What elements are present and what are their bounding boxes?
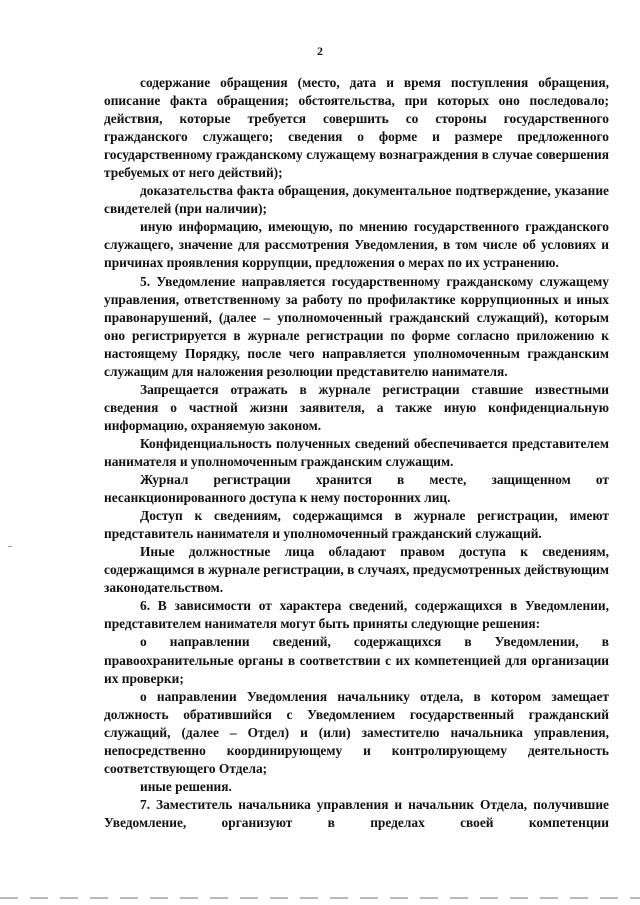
paragraph-prohibition: Запрещается отражать в журнале регистрации ставшие известными сведения о частной жизни заявителя, а также иную конфиденциальную информацию, охраняемую законом. (104, 381, 609, 433)
paragraph-decision-department: о направлении Уведомления начальнику отдела, в котором замещает должность обратившийся с Уведомлением государственный гражданский служащий, (далее – Отдел) и (или) заместителю начальника управления, непосредственно координирующему и контролирующему деятельность соответствующего Отдела; (104, 688, 609, 776)
paragraph-other-info: иную информацию, имеющую, по мнению государственного гражданского служащего, значение для рассмотрения Уведомления, в том числе об условиях и причинах проявления коррупции, предложения о мерах по их устранению. (104, 219, 609, 271)
paragraph-decision-other: иные решения. (140, 778, 232, 794)
scan-footer-line (0, 897, 640, 899)
paragraph-clause-7: 7. Заместитель начальника управления и начальник Отдела, получившие Уведомление, организуют в пределах своей компетенции (104, 796, 609, 830)
paragraph-confidentiality: Конфиденциальность полученных сведений обеспечивается представителем нанимателя и уполномоченным гражданским служащим. (104, 435, 609, 469)
paragraph-clause-6: 6. В зависимости от характера сведений, содержащихся в Уведомлении, представителем нанимателя могут быть приняты следующие решения: (104, 598, 609, 632)
paragraph-evidence: доказательства факта обращения, документальное подтверждение, указание свидетелей (при наличии); (104, 183, 609, 217)
scan-margin-mark (8, 546, 12, 547)
document-body (104, 74, 609, 832)
page-number: 2 (317, 44, 323, 58)
paragraph-clause-5: 5. Уведомление направляется государственному гражданскому служащему управления, ответственному за работу по профилактике коррупционных и иных правонарушений, (далее – уполномоченный гражданский служащий), которым оно регистрируется в журнале регистрации по форме согласно приложению к настоящему Порядку, после чего направляется уполномоченным гражданским служащим для наложения резолюции представителю нанимателя. (104, 273, 609, 379)
paragraph-other-officials: Иные должностные лица обладают правом доступа к сведениям, содержащимся в журнале регистрации, в случаях, предусмотренных действующим законодательством. (104, 544, 609, 596)
paragraph-appeal-content: содержание обращения (место, дата и время поступления обращения, описание факта обращения; обстоятельства, при которых оно последовало; действия, которые требуется совершить со стороны государственного гражданского служащего; сведения о форме и размере предложенного государственному гражданскому служащему вознаграждения в случае совершения требуемых от него действий); (104, 75, 609, 181)
paragraph-journal-storage: Журнал регистрации хранится в месте, защищенном от несанкционированного доступа к нему посторонних лиц. (104, 472, 609, 506)
paragraph-journal-access: Доступ к сведениям, содержащимся в журнале регистрации, имеют представитель нанимателя и уполномоченный гражданский служащий. (104, 508, 609, 542)
paragraph-decision-law-enforcement: о направлении сведений, содержащихся в Уведомлении, в правоохранительные органы в соответствии с их компетенцией для организации их проверки; (104, 634, 609, 686)
